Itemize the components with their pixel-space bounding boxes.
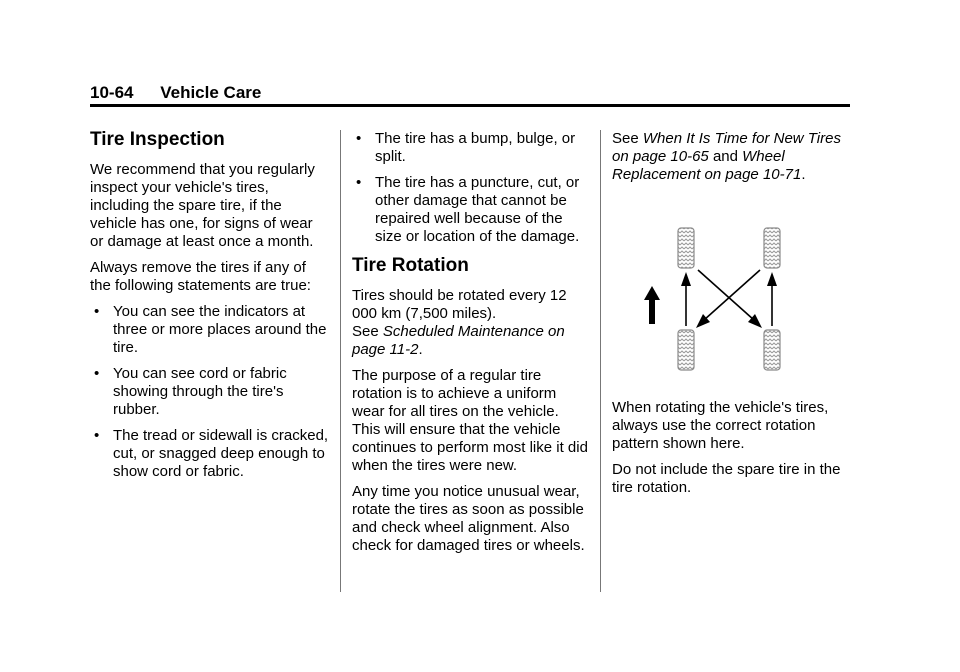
rotation-pattern-caption: When rotating the vehicle's tires, always use the correct rotation pattern shown here. <box>612 399 829 452</box>
list-item: • The tire has a bump, bulge, or split. <box>356 130 576 165</box>
tire-rotation-diagram <box>624 226 804 372</box>
bullet: • <box>94 303 100 320</box>
bullet: • <box>356 174 362 191</box>
list-item: • You can see cord or fabric showing through the tire's rubber. <box>94 365 287 418</box>
tire-front-left-icon <box>678 228 694 268</box>
tire-rear-left-icon <box>678 330 694 370</box>
column-divider <box>340 130 341 592</box>
column-3 <box>612 130 852 505</box>
page-header <box>90 83 261 103</box>
list-item: • The tread or sidewall is cracked, cut, or snagged deep enough to show cord or fabric. <box>94 427 329 480</box>
page-number: 10-64 <box>90 83 134 102</box>
spare-tire-note: Do not include the spare tire in the tire rotation. <box>612 461 841 496</box>
bullet: • <box>94 365 100 382</box>
tire-front-right-icon <box>764 228 780 268</box>
unusual-wear-note: Any time you notice unusual wear, rotate the tires as soon as possible and check wheel alignment. Also check for damaged tires or wheels. <box>352 483 585 554</box>
rotation-purpose: The purpose of a regular tire rotation is to achieve a uniform wear for all tires on the vehicle. This will ensure that the vehicle continues to perform most like it did when the tires were new. <box>352 367 588 474</box>
bullet: • <box>356 130 362 147</box>
tire-rotation-heading: Tire Rotation <box>352 255 469 276</box>
remove-note: Always remove the tires if any of the following statements are true: <box>90 259 311 294</box>
column-divider <box>600 130 601 592</box>
wheel-replacement-reference: Wheel Replacement on page 10-71 <box>612 148 802 183</box>
column-2 <box>352 130 588 563</box>
maintenance-reference: Scheduled Maintenance on page 11-2 <box>352 323 565 358</box>
forward-direction-icon <box>644 286 660 324</box>
see-references: See When It Is Time for New Tires on page 10-65 and Wheel Replacement on page 10-71. <box>612 130 841 183</box>
tire-inspection-heading: Tire Inspection <box>90 129 225 150</box>
tire-rear-right-icon <box>764 330 780 370</box>
rotation-interval: Tires should be rotated every 12 000 km (7,500 miles). See Scheduled Maintenance on page 11-2. <box>352 287 567 358</box>
header-rule <box>90 104 850 107</box>
rotation-arrows <box>681 270 777 328</box>
inspection-intro: We recommend that you regularly inspect your vehicle's tires, including the spare tire, if the vehicle has one, for signs of wear or damage at least once a month. <box>90 161 315 250</box>
bullet: • <box>94 427 100 444</box>
list-item: • The tire has a puncture, cut, or other damage that cannot be repaired well because of the size or location of the damage. <box>356 174 580 245</box>
column-1 <box>90 128 330 489</box>
section-title: Vehicle Care <box>160 83 262 102</box>
list-item: • You can see the indicators at three or more places around the tire. <box>94 303 327 356</box>
new-tires-reference: When It Is Time for New Tires on page 10-65 <box>612 130 841 165</box>
